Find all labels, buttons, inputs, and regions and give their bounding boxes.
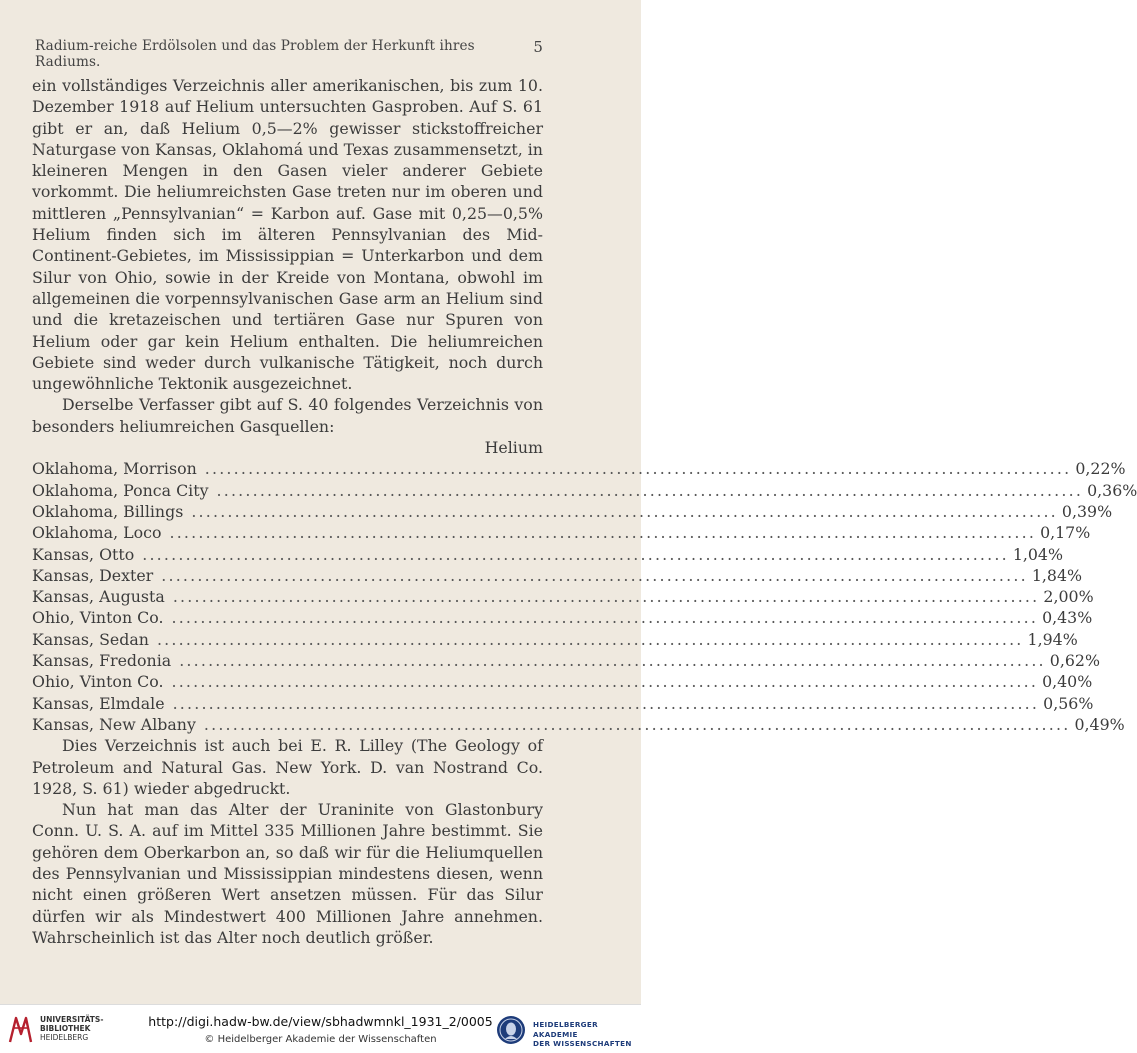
row-location: Oklahoma, Ponca City bbox=[32, 480, 209, 500]
row-helium-value: 0,39% bbox=[1061, 501, 1113, 521]
dot-leader: ........................................................................................................................ bbox=[203, 714, 1071, 734]
dot-leader: ........................................................................................................................ bbox=[142, 544, 1009, 564]
paragraph-2: Derselbe Verfasser gibt auf S. 40 folgendes Verzeichnis von besonders heliumreichen Gasquellen: bbox=[32, 395, 543, 436]
table-row bbox=[32, 458, 1126, 479]
row-location: Kansas, Augusta bbox=[32, 587, 165, 607]
paragraph-4: Nun hat man das Alter der Uraninite von Glastonbury Conn. U. S. A. auf im Mittel 335 Millionen Jahre bestimmt. Sie gehören dem Oberkarbon an, so daß wir für die Heliumquellen des Pennsylvanian und Mississippian mindestens diesen, wenn nicht einen größeren Wert ansetzen müssen. Für das Silur dürfen wir als Mindestwert 400 Millionen Jahre annehmen. Wahrscheinlich ist das Alter noch deutlich größer. bbox=[32, 800, 543, 947]
running-header bbox=[35, 38, 543, 70]
row-location: Oklahoma, Loco bbox=[32, 523, 162, 543]
table-row bbox=[32, 544, 1063, 565]
row-location: Kansas, New Albany bbox=[32, 714, 196, 734]
row-helium-value: 0,62% bbox=[1049, 651, 1100, 671]
dot-leader: ........................................................................................................................ bbox=[169, 523, 1037, 543]
page-body bbox=[32, 75, 1137, 948]
row-helium-value: 0,40% bbox=[1042, 672, 1093, 692]
row-helium-value: 1,04% bbox=[1012, 544, 1063, 564]
paragraph-1: ein vollständiges Verzeichnis aller amerikanischen, bis zum 10. Dezember 1918 auf Helium untersuchten Gasproben. Auf S. 61 gibt er an, daß Helium 0,5—2% gewisser stickstoffreicher Naturgase von Kansas, Oklahomá und Texas zusammensetzt, in kleineren Mengen in den Gasen vieler anderer Gebiete vorkommt. Die heliumreichsten Gase treten nur im oberen und mittleren „Pennsylvanian“ = Karbon auf. Gase mit 0,25—0,5% Helium finden sich im älteren Pennsylvanian des Mid-Continent-Gebietes, im Mississippian = Unterkarbon und dem Silur von Ohio, sowie in der Kreide von Montana, obwohl im allgemeinen die vorpennsylvanischen Gase arm an Helium sind und die kretazeischen und tertiären Gase nur Spuren von Helium oder gar kein Helium enthalten. Die heliumreichen Gebiete sind weder durch vulkanische Tätigkeit, noch durch ungewöhnliche Tektonik ausgezeichnet. bbox=[32, 76, 543, 394]
row-location: Ohio, Vinton Co. bbox=[32, 608, 164, 628]
row-location: Ohio, Vinton Co. bbox=[32, 672, 164, 692]
table-row bbox=[32, 565, 1083, 586]
row-helium-value: 1,94% bbox=[1027, 629, 1078, 649]
row-helium-value: 0,22% bbox=[1075, 459, 1126, 479]
table-row bbox=[32, 714, 1125, 735]
row-location: Kansas, Sedan bbox=[32, 629, 149, 649]
dot-leader: ........................................................................................................................ bbox=[172, 693, 1040, 713]
table-row bbox=[32, 650, 1100, 671]
row-helium-value: 0,36% bbox=[1087, 480, 1137, 500]
dot-leader: ........................................................................................................................ bbox=[171, 608, 1039, 628]
academy-name: HEIDELBERGER AKADEMIE DER WISSENSCHAFTEN bbox=[533, 1020, 632, 1048]
table-row bbox=[32, 671, 1093, 692]
permalink-url[interactable]: http://digi.hadw-bw.de/view/sbhadwmnkl_1931_2/0005 bbox=[148, 1014, 493, 1029]
dot-leader: ........................................................................................................................ bbox=[179, 651, 1046, 671]
table-row bbox=[32, 693, 1094, 714]
table-row bbox=[32, 522, 1091, 543]
copyright-notice: © Heidelberger Akademie der Wissenschaften bbox=[204, 1034, 437, 1045]
running-title: Radium-reiche Erdölsolen und das Problem der Herkunft ihres Radiums. bbox=[35, 38, 475, 70]
row-helium-value: 2,00% bbox=[1043, 587, 1094, 607]
viewer-footer bbox=[0, 1004, 641, 1053]
row-location: Oklahoma, Billings bbox=[32, 501, 184, 521]
row-location: Kansas, Otto bbox=[32, 544, 135, 564]
row-helium-value: 0,49% bbox=[1074, 714, 1125, 734]
hadw-seal-logo-icon bbox=[496, 1015, 526, 1045]
table-row bbox=[32, 501, 1113, 522]
dot-leader: ........................................................................................................................ bbox=[204, 459, 1072, 479]
dot-leader: ........................................................................................................................ bbox=[171, 672, 1039, 692]
paragraph-3: Dies Verzeichnis ist auch bei E. R. Lilley (The Geology of Petroleum and Natural Gas. New York. D. van Nostrand Co. 1928, S. 61) wieder abgedruckt. bbox=[32, 736, 543, 798]
row-helium-value: 0,43% bbox=[1042, 608, 1093, 628]
dot-leader: ........................................................................................................................ bbox=[161, 565, 1028, 585]
dot-leader: ........................................................................................................................ bbox=[191, 501, 1058, 521]
table-row bbox=[32, 629, 1078, 650]
page-number: 5 bbox=[533, 38, 543, 56]
row-location: Kansas, Elmdale bbox=[32, 693, 165, 713]
row-location: Oklahoma, Morrison bbox=[32, 459, 197, 479]
helium-table bbox=[32, 458, 1137, 735]
row-location: Kansas, Fredonia bbox=[32, 651, 172, 671]
library-name: UNIVERSITÄTS- BIBLIOTHEK HEIDELBERG bbox=[40, 1015, 104, 1042]
table-column-header: Helium bbox=[484, 438, 543, 458]
row-helium-value: 1,84% bbox=[1031, 565, 1083, 585]
table-row bbox=[32, 480, 1137, 501]
row-location: Kansas, Dexter bbox=[32, 565, 154, 585]
dot-leader: ........................................................................................................................ bbox=[216, 480, 1084, 500]
row-helium-value: 0,56% bbox=[1043, 693, 1094, 713]
row-helium-value: 0,17% bbox=[1040, 523, 1091, 543]
table-row bbox=[32, 586, 1094, 607]
table-row bbox=[32, 607, 1093, 628]
dot-leader: ........................................................................................................................ bbox=[156, 629, 1024, 649]
dot-leader: ........................................................................................................................ bbox=[172, 587, 1040, 607]
